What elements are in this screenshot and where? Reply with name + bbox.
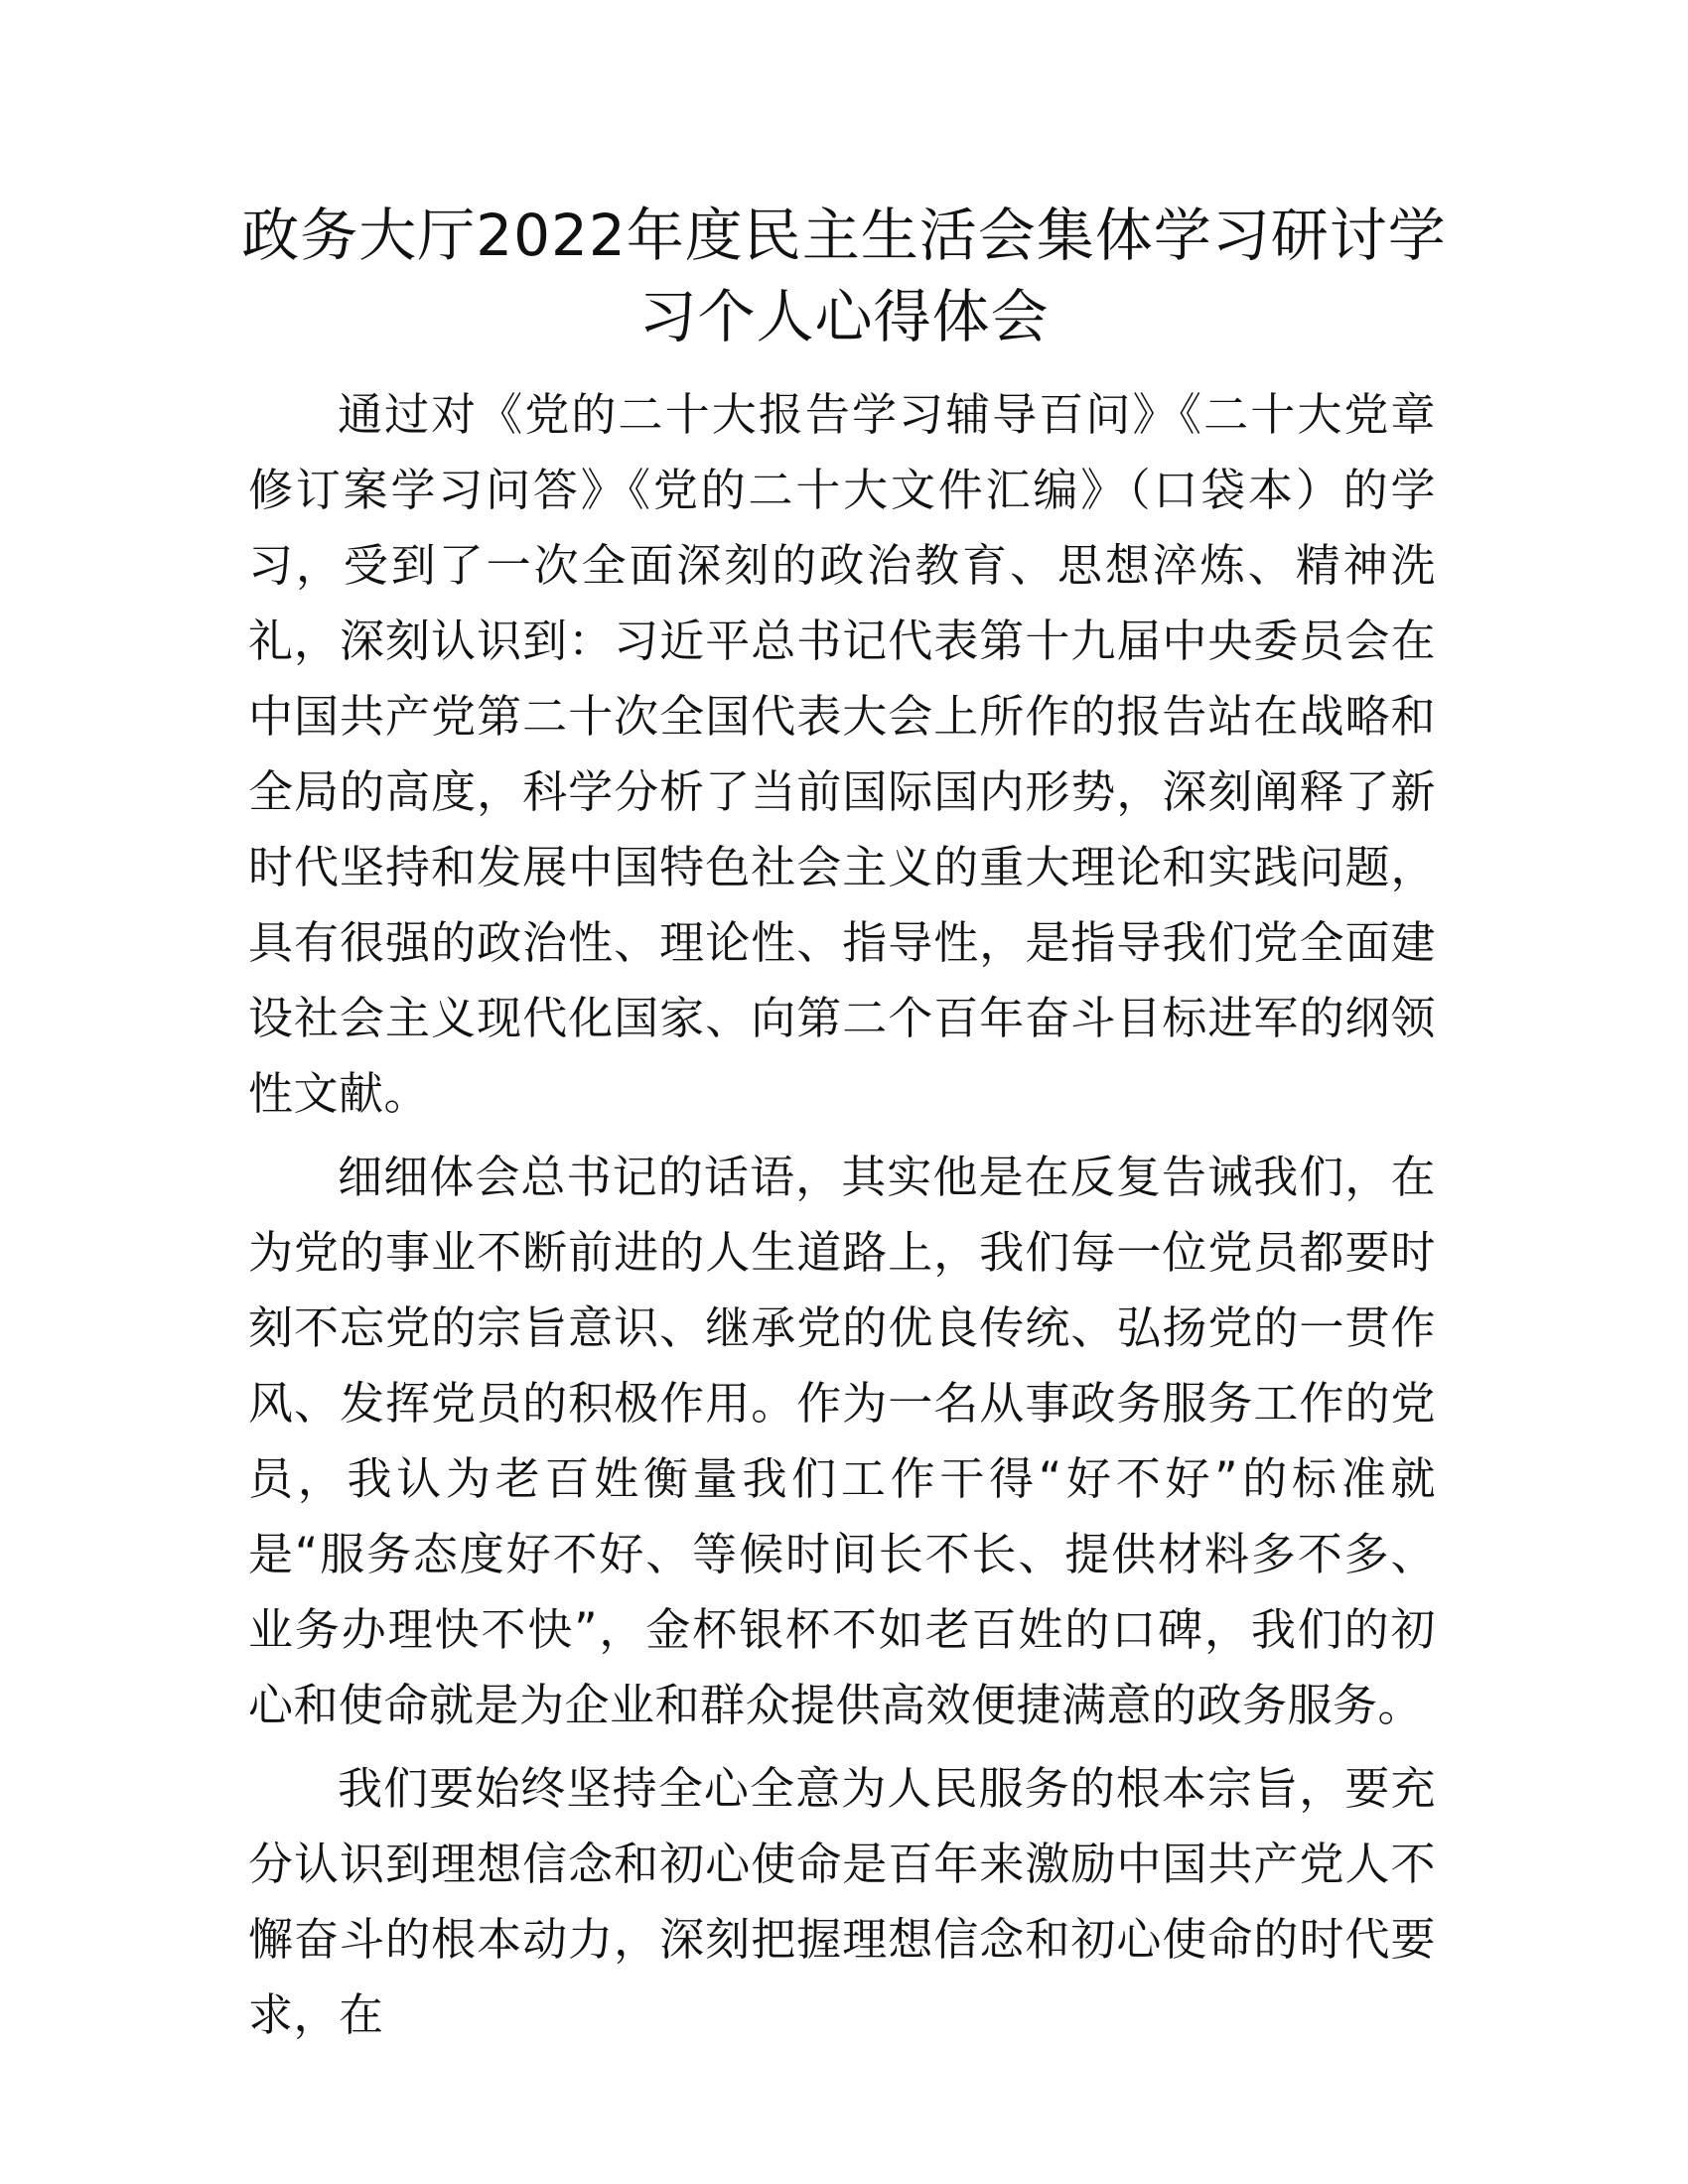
paragraph-1: 通过对《党的二十大报告学习辅导百问》《二十大党章修订案学习问答》《党的二十大文件汇编》（口袋本）的学习，受到了一次全面深刻的政治教育、思想淬炼、精神洗礼，深刻认识到：习近平总书记代表第十九届中央委员会在中国共产党第二十次全国代表大会上所作的报告站在战略和全局的高度，科学分析了当前国际国内形势，深刻阐释了新时代坚持和发展中国特色社会主义的重大理论和实践问题，具有很强的政治性、理论性、指导性，是指导我们党全面建设社会主义现代化国家、向第二个百年奋斗目标进军的纲领性文献。 <box>248 388 1436 1120</box>
document-title: 政务大厅2022年度民主生活会集体学习研讨学习个人心得体会 <box>241 202 1447 350</box>
paragraph-2: 细细体会总书记的话语，其实他是在反复告诫我们，在为党的事业不断前进的人生道路上，我们每一位党员都要时刻不忘党的宗旨意识、继承党的优良传统、弘扬党的一贯作风、发挥党员的积极作用。作为一名从事政务服务工作的党员，我认为老百姓衡量我们工作干得“好不好”的标准就是“服务态度好不好、等候时间长不长、提供材料多不多、业务办理快不快”，金杯银杯不如老百姓的口碑，我们的初心和使命就是为企业和群众提供高效便捷满意的政务服务。 <box>248 1151 1436 1731</box>
paragraph-3: 我们要始终坚持全心全意为人民服务的根本宗旨，要充分认识到理想信念和初心使命是百年来激励中国共产党人不懈奋斗的根本动力，深刻把握理想信念和初心使命的时代要求，在 <box>248 1762 1436 2041</box>
document-body <box>248 377 1436 2053</box>
